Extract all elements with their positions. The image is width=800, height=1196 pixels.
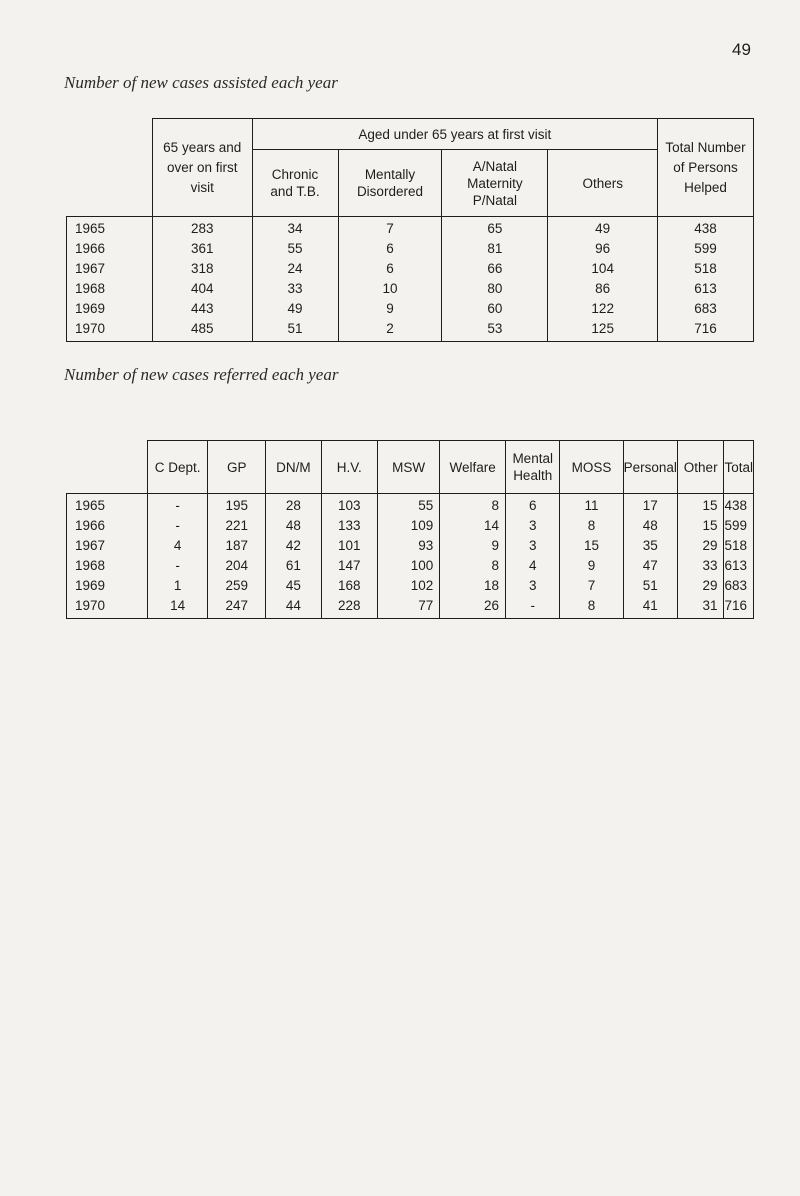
table-cell: 65 bbox=[442, 217, 548, 240]
table-cell: 259 bbox=[208, 576, 266, 596]
new-cases-assisted-table bbox=[66, 118, 754, 342]
column-header: Other bbox=[677, 441, 724, 494]
table-cell: 48 bbox=[623, 516, 677, 536]
column-header: H.V. bbox=[321, 441, 377, 494]
table-cell: 33 bbox=[677, 556, 724, 576]
table-cell: 438 bbox=[658, 217, 754, 240]
header-chronic: Chronic and T.B. bbox=[252, 150, 338, 217]
table-cell: 3 bbox=[506, 516, 560, 536]
table-cell: 404 bbox=[152, 279, 252, 299]
table-cell: 80 bbox=[442, 279, 548, 299]
table-cell: 228 bbox=[321, 596, 377, 619]
table-cell: 443 bbox=[152, 299, 252, 319]
table-cell: 15 bbox=[560, 536, 623, 556]
table-row bbox=[67, 516, 754, 536]
table-cell: 361 bbox=[152, 239, 252, 259]
header-65-years: 65 years and over on first visit bbox=[152, 119, 252, 217]
table-cell: 104 bbox=[548, 259, 658, 279]
table-cell: 318 bbox=[152, 259, 252, 279]
table-cell: 4 bbox=[506, 556, 560, 576]
header-others: Others bbox=[548, 150, 658, 217]
table-cell: 122 bbox=[548, 299, 658, 319]
table-row bbox=[67, 239, 754, 259]
table-cell: 77 bbox=[377, 596, 439, 619]
table-cell: 683 bbox=[724, 576, 754, 596]
table-cell: 47 bbox=[623, 556, 677, 576]
row-year: 1966 bbox=[67, 239, 153, 259]
row-year: 1968 bbox=[67, 556, 148, 576]
table-cell: 35 bbox=[623, 536, 677, 556]
table-cell: 101 bbox=[321, 536, 377, 556]
table-cell: 14 bbox=[440, 516, 506, 536]
row-year: 1965 bbox=[67, 217, 153, 240]
table-cell: 7 bbox=[338, 217, 442, 240]
corner-cell bbox=[67, 119, 153, 217]
table-cell: 24 bbox=[252, 259, 338, 279]
row-year: 1967 bbox=[67, 259, 153, 279]
table-cell: 55 bbox=[252, 239, 338, 259]
table-cell: 26 bbox=[440, 596, 506, 619]
table-cell: 204 bbox=[208, 556, 266, 576]
corner-cell bbox=[67, 441, 148, 494]
row-year: 1967 bbox=[67, 536, 148, 556]
table-cell: 168 bbox=[321, 576, 377, 596]
table-cell: 147 bbox=[321, 556, 377, 576]
row-year: 1969 bbox=[67, 576, 148, 596]
table-cell: 1 bbox=[147, 576, 208, 596]
table-cell: 716 bbox=[724, 596, 754, 619]
column-header: GP bbox=[208, 441, 266, 494]
table-cell: 15 bbox=[677, 494, 724, 517]
column-header: Mental Health bbox=[506, 441, 560, 494]
table-cell: 49 bbox=[548, 217, 658, 240]
table-cell: 3 bbox=[506, 536, 560, 556]
column-header: MSW bbox=[377, 441, 439, 494]
column-header: DN/M bbox=[266, 441, 322, 494]
column-header: Personal bbox=[623, 441, 677, 494]
table-cell: 283 bbox=[152, 217, 252, 240]
table-cell: 93 bbox=[377, 536, 439, 556]
table-cell: 613 bbox=[658, 279, 754, 299]
table-cell: - bbox=[147, 516, 208, 536]
row-year: 1968 bbox=[67, 279, 153, 299]
table-cell: 61 bbox=[266, 556, 322, 576]
table-cell: 96 bbox=[548, 239, 658, 259]
table-cell: 599 bbox=[724, 516, 754, 536]
table-cell: 60 bbox=[442, 299, 548, 319]
table-cell: 28 bbox=[266, 494, 322, 517]
row-year: 1970 bbox=[67, 596, 148, 619]
table-row bbox=[67, 319, 754, 342]
table-cell: 103 bbox=[321, 494, 377, 517]
table-cell: 51 bbox=[252, 319, 338, 342]
header-anatal: A/Natal Maternity P/Natal bbox=[442, 150, 548, 217]
table-cell: 195 bbox=[208, 494, 266, 517]
table-row bbox=[67, 259, 754, 279]
table-cell: 2 bbox=[338, 319, 442, 342]
table-cell: 8 bbox=[560, 516, 623, 536]
header-aged-under-65: Aged under 65 years at first visit bbox=[252, 119, 657, 150]
table-cell: 109 bbox=[377, 516, 439, 536]
table-cell: 683 bbox=[658, 299, 754, 319]
table-cell: 518 bbox=[658, 259, 754, 279]
table-cell: 7 bbox=[560, 576, 623, 596]
table1-body bbox=[67, 217, 754, 342]
table-cell: 9 bbox=[560, 556, 623, 576]
table-cell: 485 bbox=[152, 319, 252, 342]
table-cell: 716 bbox=[658, 319, 754, 342]
table-cell: 599 bbox=[658, 239, 754, 259]
table-cell: 102 bbox=[377, 576, 439, 596]
table-cell: 100 bbox=[377, 556, 439, 576]
table-cell: 8 bbox=[440, 494, 506, 517]
table-cell: 8 bbox=[560, 596, 623, 619]
table1-title: Number of new cases assisted each year bbox=[64, 73, 338, 92]
column-header: MOSS bbox=[560, 441, 623, 494]
table-cell: 9 bbox=[338, 299, 442, 319]
table-cell: 55 bbox=[377, 494, 439, 517]
table-cell: 18 bbox=[440, 576, 506, 596]
table-cell: 31 bbox=[677, 596, 724, 619]
table-cell: 3 bbox=[506, 576, 560, 596]
page-number: 49 bbox=[732, 40, 751, 59]
table-cell: 6 bbox=[506, 494, 560, 517]
row-year: 1965 bbox=[67, 494, 148, 517]
table-cell: 45 bbox=[266, 576, 322, 596]
table2-body bbox=[67, 494, 754, 619]
table-cell: 29 bbox=[677, 536, 724, 556]
table-cell: 187 bbox=[208, 536, 266, 556]
table-cell: 11 bbox=[560, 494, 623, 517]
table-row bbox=[67, 596, 754, 619]
column-header: C Dept. bbox=[147, 441, 208, 494]
table-cell: 17 bbox=[623, 494, 677, 517]
table-cell: 518 bbox=[724, 536, 754, 556]
table-cell: 247 bbox=[208, 596, 266, 619]
table-cell: 34 bbox=[252, 217, 338, 240]
table-cell: - bbox=[147, 494, 208, 517]
row-year: 1969 bbox=[67, 299, 153, 319]
table-row bbox=[67, 576, 754, 596]
table-cell: 125 bbox=[548, 319, 658, 342]
table-cell: 4 bbox=[147, 536, 208, 556]
table-row bbox=[67, 217, 754, 240]
table-row bbox=[67, 556, 754, 576]
column-header: Welfare bbox=[440, 441, 506, 494]
table-cell: 613 bbox=[724, 556, 754, 576]
new-cases-referred-table bbox=[66, 440, 754, 619]
header-total-persons: Total Number of Persons Helped bbox=[658, 119, 754, 217]
table2-title: Number of new cases referred each year bbox=[64, 365, 339, 384]
row-year: 1970 bbox=[67, 319, 153, 342]
table-cell: 48 bbox=[266, 516, 322, 536]
table-cell: - bbox=[506, 596, 560, 619]
table-cell: 41 bbox=[623, 596, 677, 619]
table-row bbox=[67, 279, 754, 299]
table-cell: 133 bbox=[321, 516, 377, 536]
table-cell: 51 bbox=[623, 576, 677, 596]
table-cell: 66 bbox=[442, 259, 548, 279]
table-cell: 49 bbox=[252, 299, 338, 319]
table-cell: 8 bbox=[440, 556, 506, 576]
table-cell: 86 bbox=[548, 279, 658, 299]
table-cell: 221 bbox=[208, 516, 266, 536]
table-cell: 14 bbox=[147, 596, 208, 619]
table-row bbox=[67, 299, 754, 319]
table-cell: 44 bbox=[266, 596, 322, 619]
table-cell: 29 bbox=[677, 576, 724, 596]
table-cell: - bbox=[147, 556, 208, 576]
header-mentally-disordered: Mentally Disordered bbox=[338, 150, 442, 217]
table-cell: 438 bbox=[724, 494, 754, 517]
table-cell: 15 bbox=[677, 516, 724, 536]
table-row bbox=[67, 536, 754, 556]
table-cell: 33 bbox=[252, 279, 338, 299]
row-year: 1966 bbox=[67, 516, 148, 536]
table-row bbox=[67, 494, 754, 517]
table-cell: 6 bbox=[338, 259, 442, 279]
table-cell: 10 bbox=[338, 279, 442, 299]
table-cell: 6 bbox=[338, 239, 442, 259]
table-cell: 81 bbox=[442, 239, 548, 259]
table-cell: 9 bbox=[440, 536, 506, 556]
table-cell: 42 bbox=[266, 536, 322, 556]
table-cell: 53 bbox=[442, 319, 548, 342]
column-header: Total bbox=[724, 441, 754, 494]
